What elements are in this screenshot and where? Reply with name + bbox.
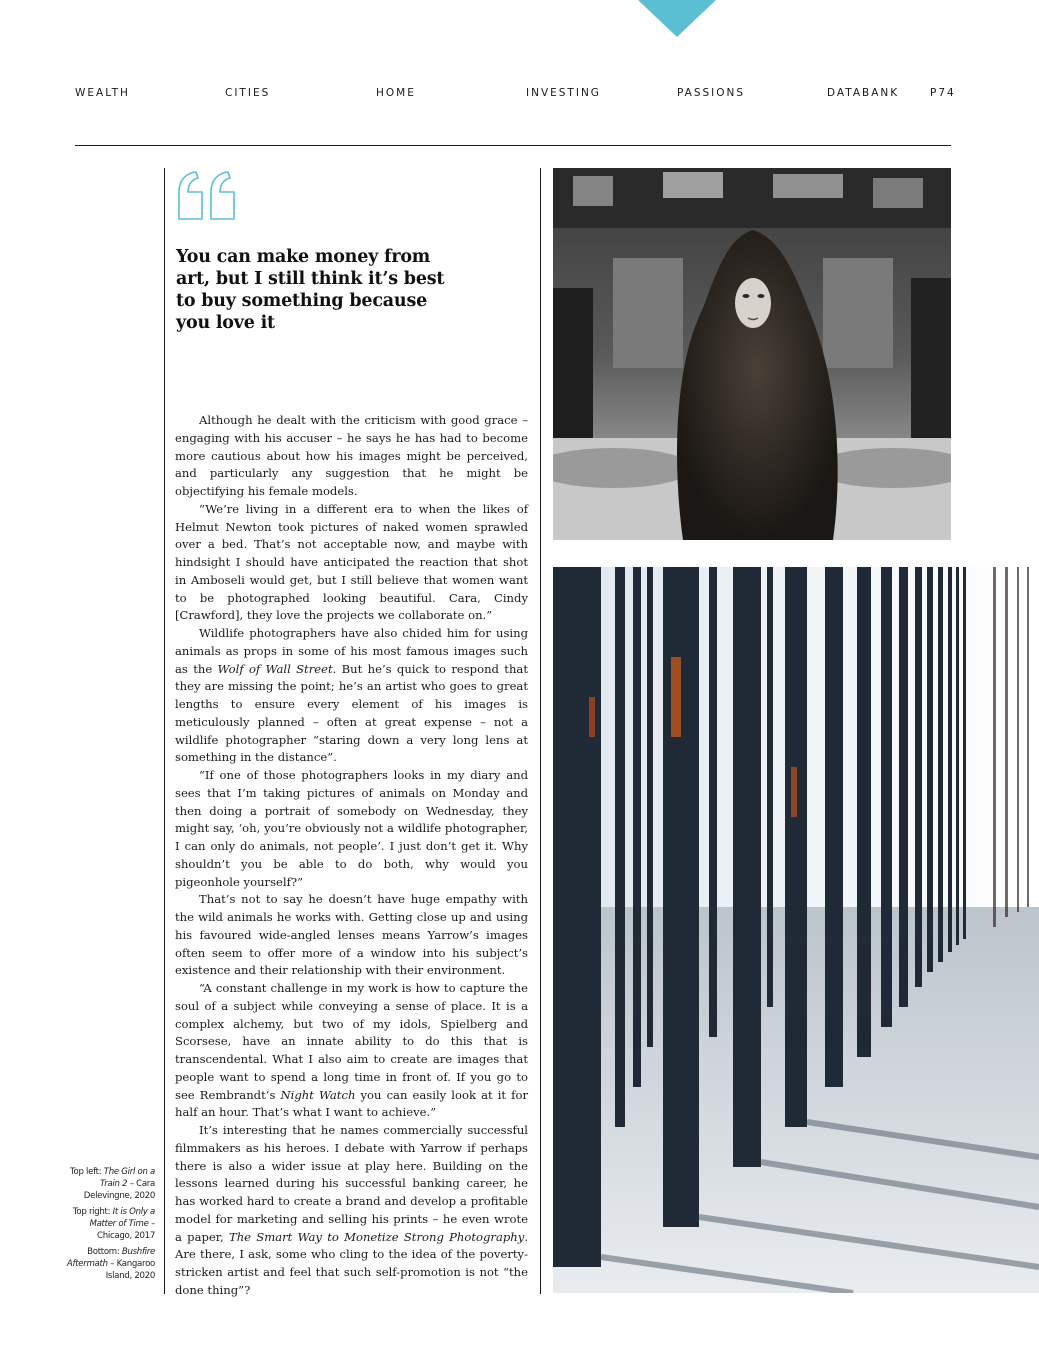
- body-paragraph: “We’re living in a different era to when the likes of Helmut Newton took pictures of naked women sprawled over a bed. That’s not acceptable now, and maybe with hindsight I should have anticipated the reaction that shot in Amboseli would get, but I still believe that women want to be photographed looking beautiful. Cara, Cindy [Crawford], they love the projects we collaborate on.”: [175, 501, 528, 623]
- image-captions: [60, 1166, 155, 1286]
- caption-label: Top right:: [72, 1207, 113, 1217]
- article-body: [175, 412, 528, 1300]
- text-run: “A constant challenge in my work is how to capture the soul of a subject while conveying a sense of place. It is a complex alchemy, but two of my idols, Spielberg and Scorsese, have an innate ability to do this that is transcendental. What I also aim to create are images that people want to spend a long time in front of. If you go to see Rembrandt’s: [175, 981, 528, 1102]
- column-divider-left: [164, 168, 165, 1294]
- body-paragraph: [175, 980, 528, 1122]
- body-paragraph: Although he dealt with the criticism with good grace – engaging with his accuser – he says he has had to become more cautious about how his images might be perceived, and particularly any suggestion that he might be objectifying his female models.: [175, 413, 528, 498]
- body-paragraph: “If one of those photographers looks in my diary and sees that I’m taking pictures of animals on Monday and then doing a portrait of somebody on Wednesday, they might say, ‘oh, you’re obviously not a wildlife photographer, I can only do animals, not people’. I just don’t get it. Why shouldn’t you be able to do both, why would you pigeonhole yourself?”: [175, 768, 528, 889]
- caption-title: The Girl on a Train 2: [99, 1167, 155, 1189]
- body-paragraph: [175, 1122, 528, 1300]
- nav-item-investing[interactable]: INVESTING: [526, 87, 601, 99]
- section-marker-triangle: [638, 0, 716, 37]
- column-divider-middle: [540, 168, 541, 1294]
- photo-girl-on-a-train: [553, 168, 951, 540]
- caption-credit: – Chicago, 2017: [97, 1219, 155, 1241]
- caption-credit: – Cara Delevingne, 2020: [83, 1179, 155, 1201]
- pull-quote-line: art, but I still think it’s best: [176, 269, 445, 289]
- photo-bushfire-aftermath: [553, 567, 1039, 1293]
- caption-title: Bushfire Aftermath: [66, 1247, 155, 1269]
- section-nav: [0, 87, 1039, 101]
- work-title: The Smart Way to Monetize Strong Photography: [228, 1229, 525, 1244]
- caption-label: Bottom:: [87, 1247, 122, 1257]
- caption-top-right: [60, 1206, 155, 1242]
- nav-item-cities[interactable]: CITIES: [225, 87, 271, 99]
- text-run: . But he’s quick to respond that they are missing the point; he’s an artist who goes to great lengths to ensure every element of his images is meticulously planned – often at great expense – not a wildlife photographer “staring down a very long lens at something in the distance”.: [175, 661, 528, 765]
- body-paragraph: [175, 625, 528, 767]
- nav-item-passions[interactable]: PASSIONS: [677, 87, 746, 99]
- text-run: you can easily look at it for half an hour. That’s what I want to achieve.”: [175, 1087, 528, 1120]
- caption-top-left: [60, 1166, 155, 1202]
- caption-bottom: [60, 1246, 155, 1282]
- body-paragraph: That’s not to say he doesn’t have huge empathy with the wild animals he works with. Getting close up and using his favoured wide-angled lenses means Yarrow’s images often seem to offer more of a window into his subject’s existence and their relationship with their environment.: [175, 892, 528, 978]
- caption-label: Top left:: [70, 1167, 104, 1177]
- nav-item-wealth[interactable]: WEALTH: [75, 87, 130, 99]
- work-title: Night Watch: [280, 1087, 356, 1102]
- text-run: It’s interesting that he names commercially successful filmmakers as his heroes. I debate with Yarrow if perhaps there is also a wider issue at play here. Building on the lessons learned during his successful banking career, he has worked hard to create a brand and develop a profitable model for marketing and selling his prints – he even wrote a paper,: [175, 1123, 528, 1244]
- caption-credit: – Kangaroo Island, 2020: [105, 1259, 155, 1281]
- text-run: Wildlife photographers have also chided him for using animals as props in some of his most famous images such as the: [175, 626, 528, 676]
- work-title: Wolf of Wall Street: [217, 661, 333, 676]
- header-rule: [75, 145, 951, 146]
- quote-mark-icon: [176, 170, 238, 222]
- caption-title: It is Only a Matter of Time: [89, 1207, 155, 1229]
- page-number: P74: [930, 87, 956, 99]
- pull-quote-line: you love it: [176, 313, 275, 333]
- pull-quote-line: You can make money from: [176, 247, 431, 267]
- text-run: . Are there, I ask, some who cling to the idea of the poverty-stricken artist and feel that such self-promotion is not “the done thing”?: [175, 1229, 528, 1297]
- nav-item-databank[interactable]: DATABANK: [827, 87, 900, 99]
- pull-quote: [176, 246, 466, 334]
- pull-quote-line: to buy something because: [176, 291, 428, 311]
- nav-item-home[interactable]: HOME: [376, 87, 416, 99]
